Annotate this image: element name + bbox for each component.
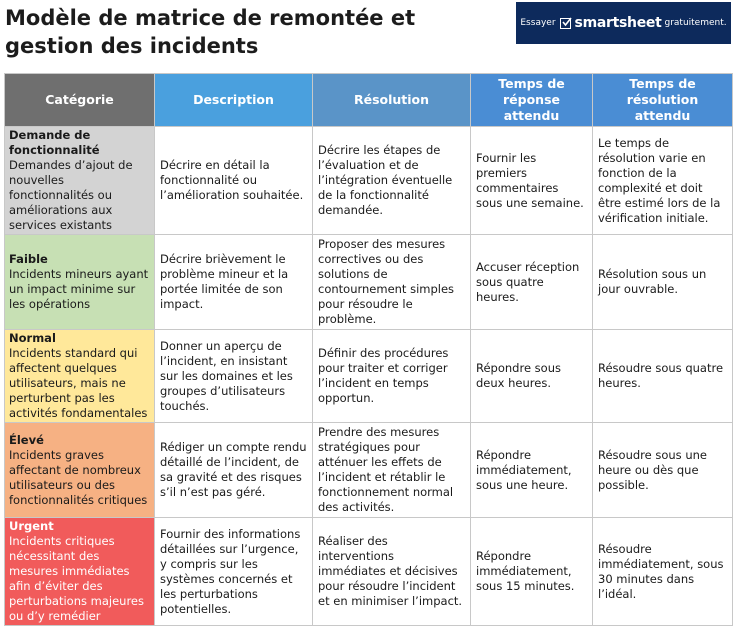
page-header <box>0 0 734 70</box>
table-header-row <box>5 74 733 127</box>
description-cell: Décrire brièvement le problème mineur et la portée limitée de son impact. <box>155 235 313 330</box>
try-smartsheet-button[interactable] <box>516 2 731 44</box>
category-description: Incidents mineurs ayant un impact minime sur les opérations <box>9 267 149 311</box>
resolution-time-cell: Résoudre immédiatement, sous 30 minutes dans l’idéal. <box>593 518 733 626</box>
column-header-description: Description <box>155 74 313 127</box>
table-row <box>5 423 733 518</box>
description-cell: Rédiger un compte rendu détaillé de l’incident, de sa gravité et des risques s’il n’est pas géré. <box>155 423 313 518</box>
promo-try-label: Essayer <box>520 18 556 28</box>
category-cell <box>5 235 155 330</box>
column-header-resolution-time: Temps de résolution attendu <box>593 74 733 127</box>
page-title-line-1: Modèle de matrice de remontée et <box>5 6 416 30</box>
description-cell: Décrire en détail la fonctionnalité ou l’amélioration souhaitée. <box>155 127 313 235</box>
response-time-cell: Accuser réception sous quatre heures. <box>471 235 593 330</box>
category-cell <box>5 423 155 518</box>
resolution-cell: Prendre des mesures stratégiques pour atténuer les effets de l’incident et rétablir le fonctionnement normal des activités. <box>313 423 471 518</box>
category-name: Normal <box>9 331 56 345</box>
category-cell <box>5 518 155 626</box>
category-name: Faible <box>9 252 48 266</box>
column-header-category: Catégorie <box>5 74 155 127</box>
resolution-time-cell: Résoudre sous une heure ou dès que possible. <box>593 423 733 518</box>
category-description: Incidents critiques nécessitant des mesures immédiates afin d’éviter des perturbations majeures ou d’y remédier <box>9 534 145 623</box>
escalation-matrix-table <box>4 73 733 626</box>
description-cell: Fournir des informations détaillées sur l’urgence, y compris sur les systèmes concernés et les perturbations potentielles. <box>155 518 313 626</box>
promo-free-label: gratuitement. <box>664 18 727 28</box>
response-time-cell: Fournir les premiers commentaires sous une semaine. <box>471 127 593 235</box>
resolution-time-cell: Le temps de résolution varie en fonction de la complexité et doit être estimé lors de la vérification initiale. <box>593 127 733 235</box>
category-description: Incidents standard qui affectent quelques utilisateurs, mais ne perturbent pas les activités fondamentales <box>9 346 148 420</box>
table-row <box>5 127 733 235</box>
category-description: Demandes d’ajout de nouvelles fonctionnalités ou améliorations aux services existants <box>9 158 133 232</box>
table-row <box>5 235 733 330</box>
category-name: Urgent <box>9 519 54 533</box>
category-cell <box>5 330 155 423</box>
page-title-line-2: gestion des incidents <box>5 34 259 58</box>
table-row <box>5 518 733 626</box>
resolution-cell: Réaliser des interventions immédiates et décisives pour résoudre l’incident et en minimiser l’impact. <box>313 518 471 626</box>
resolution-time-cell: Résoudre sous quatre heures. <box>593 330 733 423</box>
response-time-cell: Répondre sous deux heures. <box>471 330 593 423</box>
category-cell <box>5 127 155 235</box>
column-header-response-time: Temps de réponse attendu <box>471 74 593 127</box>
checkbox-icon <box>560 18 571 29</box>
category-description: Incidents graves affectant de nombreux utilisateurs ou des fonctionnalités critiques <box>9 447 148 507</box>
resolution-time-cell: Résolution sous un jour ouvrable. <box>593 235 733 330</box>
response-time-cell: Répondre immédiatement, sous 15 minutes. <box>471 518 593 626</box>
category-name: Demande de fonctionnalité <box>9 128 100 157</box>
description-cell: Donner un aperçu de l’incident, en insistant sur les domaines et les groupes d’utilisateurs touchés. <box>155 330 313 423</box>
resolution-cell: Proposer des mesures correctives ou des solutions de contournement simples pour résoudre le problème. <box>313 235 471 330</box>
resolution-cell: Décrire les étapes de l’évaluation et de l’intégration éventuelle de la fonctionnalité demandée. <box>313 127 471 235</box>
resolution-cell: Définir des procédures pour traiter et corriger l’incident en temps opportun. <box>313 330 471 423</box>
response-time-cell: Répondre immédiatement, sous une heure. <box>471 423 593 518</box>
page-title <box>5 4 445 60</box>
column-header-resolution: Résolution <box>313 74 471 127</box>
table-row <box>5 330 733 423</box>
promo-brand-label: smartsheet <box>574 15 662 31</box>
category-name: Élevé <box>9 432 44 447</box>
